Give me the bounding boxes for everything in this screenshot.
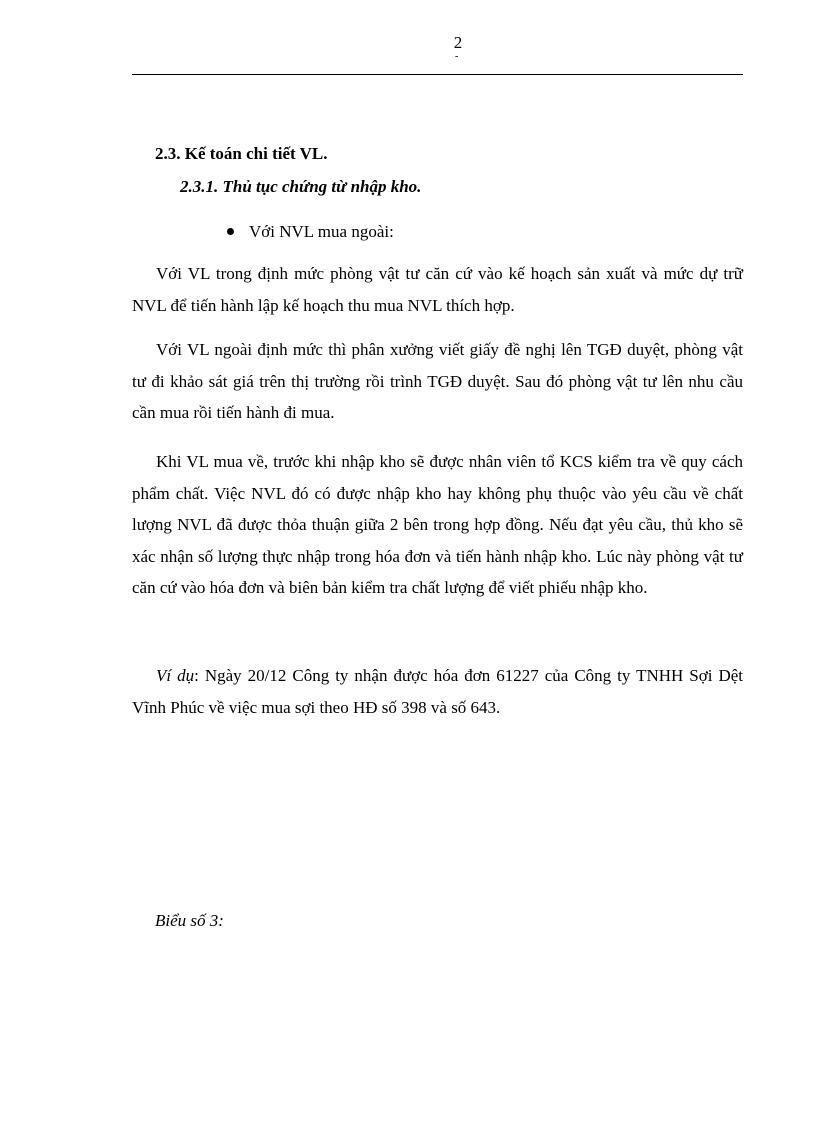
paragraph-3 (132, 446, 743, 604)
bullet-dot-icon (227, 228, 234, 235)
paragraph-1-text: Với VL trong định mức phòng vật tư căn cứ vào kế hoạch sản xuất và mức dự trữ NVL để tiến hành lập kế hoạch thu mua NVL thích hợp. (132, 264, 743, 315)
paragraph-2-text: Với VL ngoài định mức thì phân xưởng viết giấy đề nghị lên TGĐ duyệt, phòng vật tư đi khảo sát giá trên thị trường rồi trình TGĐ duyệt. Sau đó phòng vật tư lên nhu cầu cần mua rồi tiến hành đi mua. (132, 340, 743, 422)
example-paragraph-text (132, 660, 743, 723)
bullet-item (227, 221, 394, 243)
bullet-text: Với NVL mua ngoài: (249, 222, 394, 241)
paragraph-3-text: Khi VL mua về, trước khi nhập kho sẽ được nhân viên tổ KCS kiểm tra về quy cách phẩm chất. Việc NVL đó có được nhập kho hay không phụ thuộc vào yêu cầu về chất lượng NVL đã được thỏa thuận giữa 2 bên trong hợp đồng. Nếu đạt yêu cầu, thủ kho sẽ xác nhận số lượng thực nhập trong hóa đơn và tiến hành nhập kho. Lúc này phòng vật tư căn cứ vào hóa đơn và biên bản kiểm tra chất lượng để viết phiếu nhập kho. (132, 452, 743, 597)
example-text: : Ngày 20/12 Công ty nhận được hóa đơn 61227 của Công ty TNHH Sợi Dệt Vĩnh Phúc về việc mua sợi theo HĐ số 398 và số 643. (132, 666, 743, 717)
page-number-dash: - (455, 51, 459, 62)
section-heading: 2.3. Kế toán chi tiết VL. (155, 144, 328, 163)
table-label: Biểu số 3: (155, 911, 224, 930)
paragraph-2 (132, 334, 743, 429)
page-number: 2 (453, 33, 463, 52)
header-rule (132, 74, 743, 75)
example-paragraph (132, 660, 743, 723)
paragraph-1 (132, 258, 743, 321)
subsection-heading: 2.3.1. Thủ tục chứng từ nhập kho. (180, 177, 422, 196)
example-label: Ví dụ (156, 666, 195, 685)
